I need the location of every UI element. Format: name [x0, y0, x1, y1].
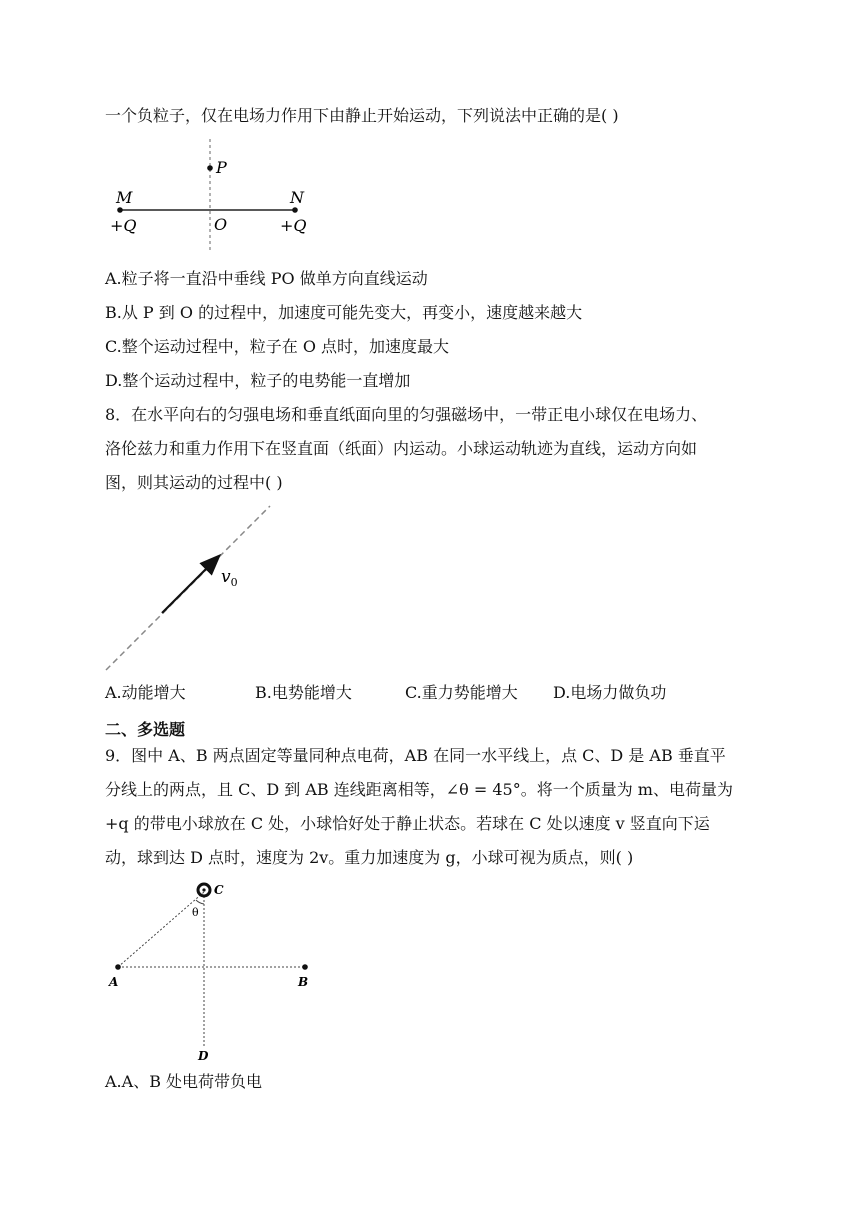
- q7-point-p: [207, 165, 213, 171]
- q8-option-c: C.重力势能增大: [405, 683, 518, 702]
- q9-theta-arc: [196, 900, 204, 904]
- q9-option-a: A.A、B 处电荷带负电: [105, 1072, 263, 1091]
- q8-figure: [100, 500, 280, 675]
- q9-stem-line-2: 分线上的两点，且 C、D 到 AB 连线距离相等，∠θ = 45°。将一个质量为 m、电荷量为: [105, 780, 733, 799]
- q9-figure: [100, 878, 330, 1063]
- q9-stem-line-4: 动，球到达 D 点时，速度为 2v。重力加速度为 g，小球可视为质点，则( ): [105, 848, 634, 867]
- q9-ball-c-center: [202, 888, 205, 891]
- q9-point-a: [115, 964, 121, 970]
- q7-option-a: A.粒子将一直沿中垂线 PO 做单方向直线运动: [105, 269, 428, 288]
- q9-label-c: C: [214, 883, 224, 897]
- q7-label-m: M: [116, 188, 133, 207]
- q9-stem-line-3: +q 的带电小球放在 C 处，小球恰好处于静止状态。若球在 C 处以速度 v 竖直向下运: [105, 814, 710, 833]
- q7-charge-right: +Q: [280, 216, 307, 235]
- q8-stem-line-2: 洛伦兹力和重力作用下在竖直面（纸面）内运动。小球运动轨迹为直线，运动方向如: [105, 439, 698, 458]
- q7-figure: [100, 135, 320, 255]
- q7-option-c: C.整个运动过程中，粒子在 O 点时，加速度最大: [105, 337, 450, 356]
- q8-option-b: B.电势能增大: [255, 683, 352, 702]
- q9-stem-line-1: 9．图中 A、B 两点固定等量同种点电荷，AB 在同一水平线上，点 C、D 是 AB 垂直平: [105, 746, 726, 765]
- section-title: 二、多选题: [105, 720, 186, 739]
- q7-point-m: [117, 207, 123, 213]
- q9-label-theta: θ: [192, 906, 199, 919]
- q7-stem-line: 一个负粒子，仅在电场力作用下由静止开始运动，下列说法中正确的是( ): [105, 106, 619, 125]
- q7-option-d: D.整个运动过程中，粒子的电势能一直增加: [105, 371, 411, 390]
- q7-charge-left: +Q: [110, 216, 137, 235]
- q9-label-d: D: [198, 1049, 209, 1063]
- q9-ac-line: [118, 892, 204, 967]
- q8-velocity-arrow: [162, 557, 218, 613]
- q9-label-a: A: [109, 975, 119, 989]
- q7-label-n: N: [290, 188, 304, 207]
- q8-option-d: D.电场力做负功: [553, 683, 667, 702]
- q7-point-n: [292, 207, 298, 213]
- q7-label-p: P: [216, 158, 227, 177]
- q8-stem-line-3: 图，则其运动的过程中( ): [105, 473, 283, 492]
- q9-label-b: B: [298, 975, 309, 989]
- q8-velocity-label: $v_0$: [221, 567, 238, 589]
- q8-stem-line-1: 8．在水平向右的匀强电场和垂直纸面向里的匀强磁场中，一带正电小球仅在电场力、: [105, 405, 708, 424]
- q7-option-b: B.从 P 到 O 的过程中，加速度可能先变大，再变小，速度越来越大: [105, 303, 583, 322]
- q8-velocity-subscript: 0: [230, 576, 238, 589]
- q7-label-o: O: [214, 215, 228, 234]
- q8-option-a: A.动能增大: [105, 683, 186, 702]
- q9-point-b: [302, 964, 308, 970]
